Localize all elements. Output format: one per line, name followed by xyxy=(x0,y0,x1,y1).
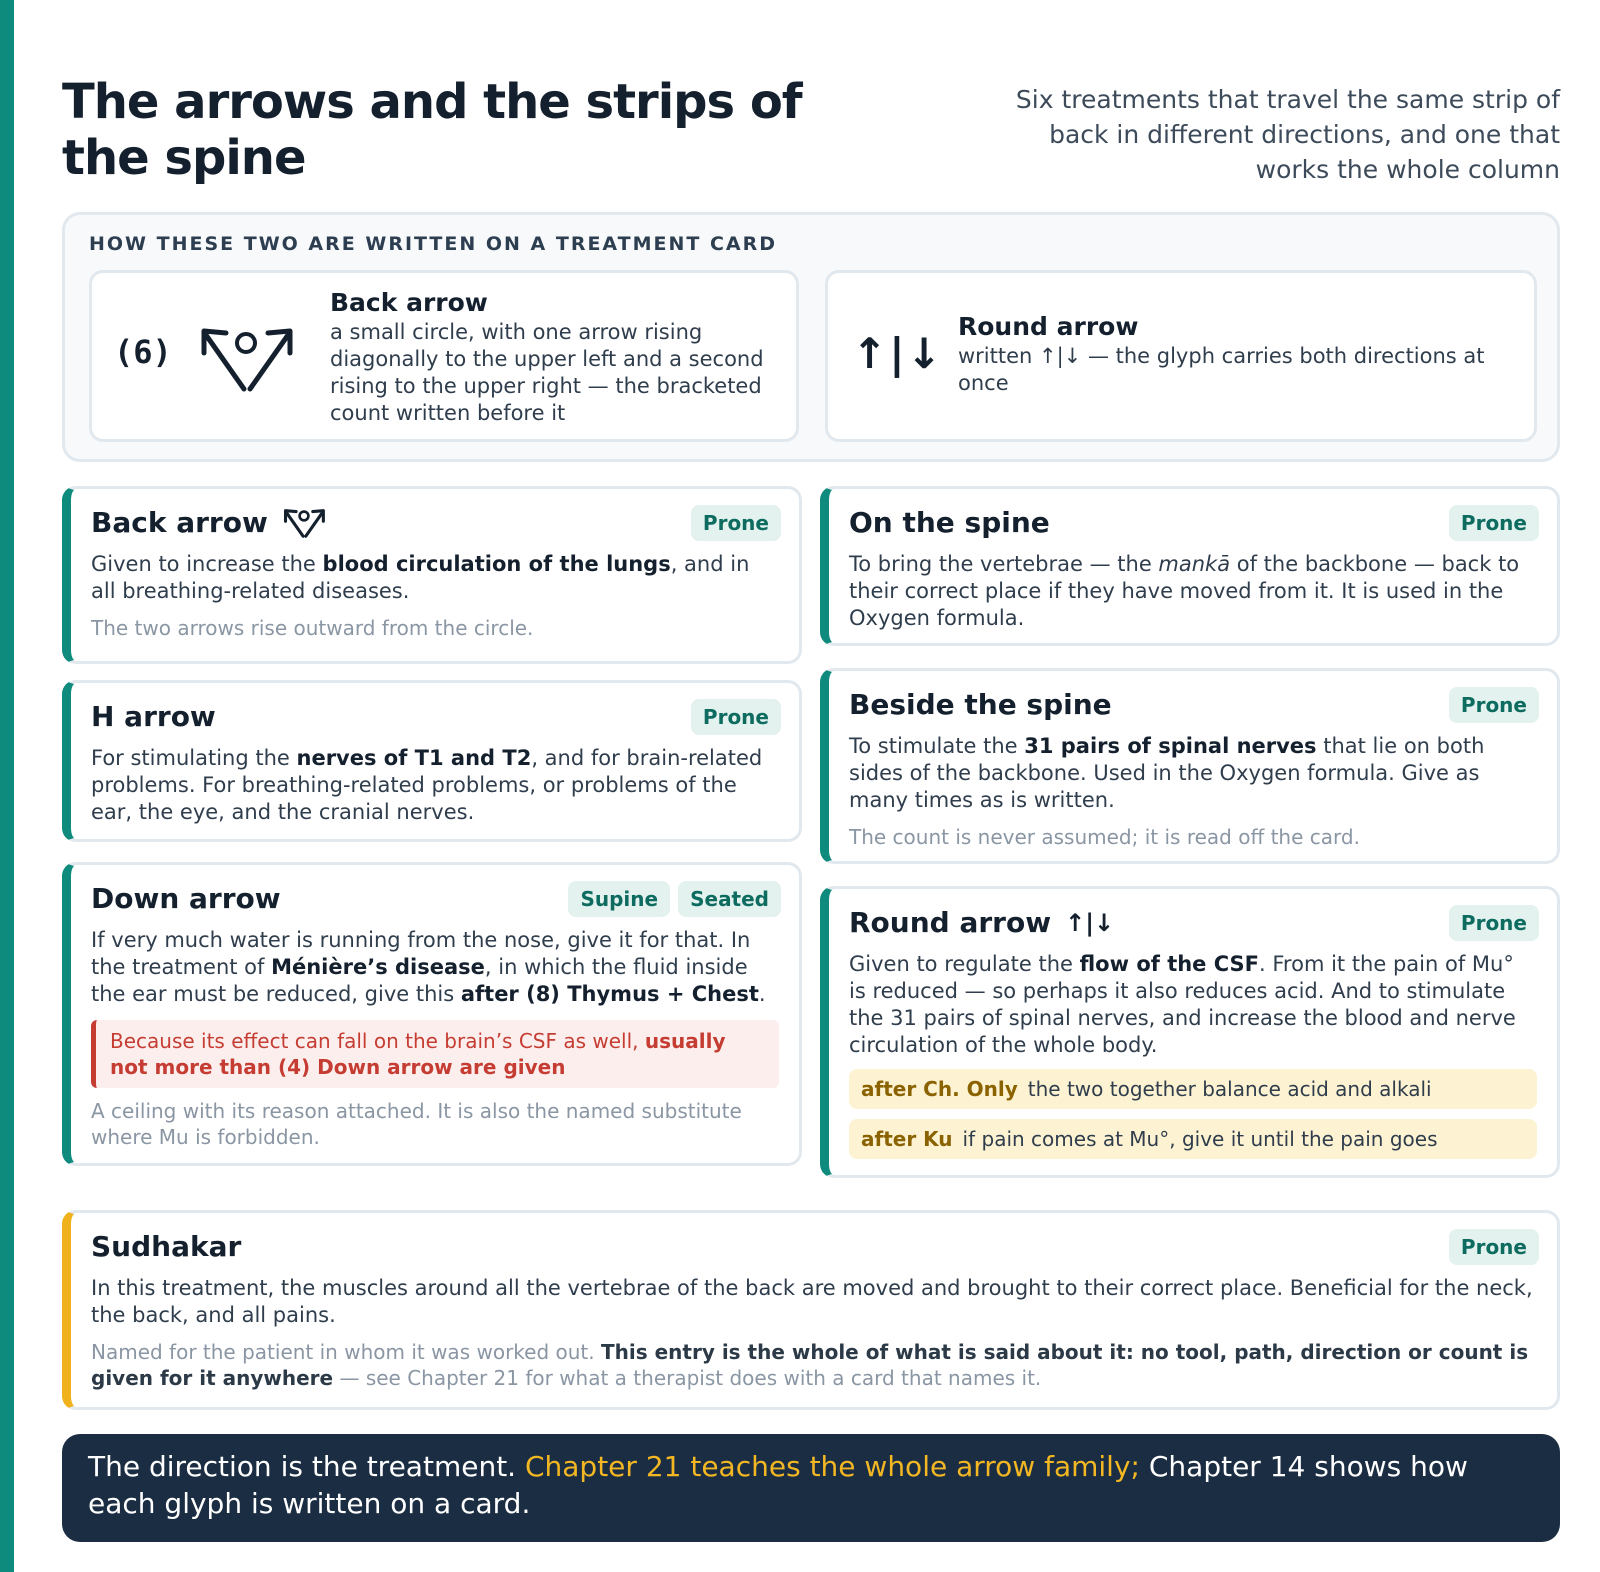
round-arrow-icon: ↑|↓ xyxy=(852,329,944,378)
legend-back-arrow xyxy=(89,270,799,442)
card-title: On the spine xyxy=(849,506,1050,539)
after-combination-row: after Ch. Only the two together balance acid and alkali xyxy=(849,1069,1537,1109)
card-body: In this treatment, the muscles around all the vertebrae of the back are moved and brought to their correct place. Beneficial for the neck, the back, and all pains. xyxy=(91,1276,1533,1327)
footer-banner: The direction is the treatment. Chapter 21 teaches the whole arrow family; Chapter 14 shows how each glyph is written on a card. xyxy=(62,1434,1560,1542)
card-beside-spine xyxy=(820,668,1560,864)
position-badge: Prone xyxy=(1449,905,1539,941)
card-title: Round arrow xyxy=(849,906,1052,939)
position-badge: Prone xyxy=(1449,687,1539,723)
card-body: To bring the vertebrae — the mankā of the backbone — back to their correct place if they have moved from it. It is used in the Oxygen formula. xyxy=(849,552,1520,630)
card-title: H arrow xyxy=(91,700,216,733)
notation-legend xyxy=(62,212,1560,462)
round-arrow-icon: ↑|↓ xyxy=(1065,909,1115,937)
card-title: Beside the spine xyxy=(849,688,1112,721)
legend-count: (6) xyxy=(114,333,172,371)
card-sudhakar xyxy=(62,1210,1560,1410)
card-title: Back arrow xyxy=(91,506,268,539)
page-subtitle: Six treatments that travel the same strip of back in different directions, and one that works the whole column xyxy=(1015,85,1560,184)
legend-desc: written ↑|↓ — the glyph carries both directions at once xyxy=(958,344,1485,395)
card-note: Named for the patient in whom it was worked out. This entry is the whole of what is said about it: no tool, path, direction or count is given for it anywhere — see Chapter 21 for what a therapist does with a card that names it. xyxy=(91,1340,1529,1390)
legend-round-arrow xyxy=(825,270,1537,442)
card-down-arrow xyxy=(62,862,802,1166)
card-title: Down arrow xyxy=(91,882,281,915)
position-badge: Seated xyxy=(678,881,781,917)
card-body: To stimulate the 31 pairs of spinal nerves that lie on both sides of the backbone. Used in the Oxygen formula. Give as many times as is written. xyxy=(849,734,1485,812)
card-note: The count is never assumed; it is read off the card. xyxy=(849,825,1360,849)
position-badge: Prone xyxy=(691,699,781,735)
legend-desc: a small circle, with one arrow rising diagonally to the upper left and a second rising to the upper right — the bracketed count written before it xyxy=(330,320,764,425)
card-back-arrow xyxy=(62,486,802,664)
legend-name: Back arrow xyxy=(330,288,488,317)
card-h-arrow xyxy=(62,680,802,842)
card-round-arrow xyxy=(820,886,1560,1178)
card-body: Given to increase the blood circulation of the lungs, and in all breathing-related diseases. xyxy=(91,552,750,603)
card-on-spine xyxy=(820,486,1560,646)
position-badge: Supine xyxy=(568,881,670,917)
legend-heading: HOW THESE TWO ARE WRITTEN ON A TREATMENT CARD xyxy=(89,233,778,255)
legend-name: Round arrow xyxy=(958,312,1139,341)
card-title: Sudhakar xyxy=(91,1230,242,1263)
back-arrow-icon xyxy=(196,325,296,393)
card-note: A ceiling with its reason attached. It is also the named substitute where Mu is forbidden. xyxy=(91,1099,742,1149)
card-body: Given to regulate the flow of the CSF. From it the pain of Mu° is reduced — so perhaps it also reduces acid. And to stimulate the 31 pairs of spinal nerves, and increase the blood and nerve circulation of the whole body. xyxy=(849,952,1516,1057)
page-header xyxy=(62,74,1560,204)
position-badge: Prone xyxy=(691,505,781,541)
page-title: The arrows and the strips of the spine xyxy=(62,74,802,186)
position-badge: Prone xyxy=(1449,1229,1539,1265)
warning-callout: Because its effect can fall on the brain’s CSF as well, usually not more than (4) Down arrow are given xyxy=(91,1020,779,1088)
card-note: The two arrows rise outward from the circle. xyxy=(91,616,534,640)
page-accent-bar xyxy=(0,0,14,1572)
position-badge: Prone xyxy=(1449,505,1539,541)
card-body: For stimulating the nerves of T1 and T2, and for brain-related problems. For breathing-related problems, or problems of the ear, the eye, and the cranial nerves. xyxy=(91,746,763,824)
back-arrow-icon xyxy=(282,508,326,538)
card-body: If very much water is running from the nose, give it for that. In the treatment of Ménière’s disease, in which the fluid inside the ear must be reduced, give this after (8) Thymus + Chest. xyxy=(91,928,766,1006)
after-combination-row: after Ku if pain comes at Mu°, give it until the pain goes xyxy=(849,1119,1537,1159)
